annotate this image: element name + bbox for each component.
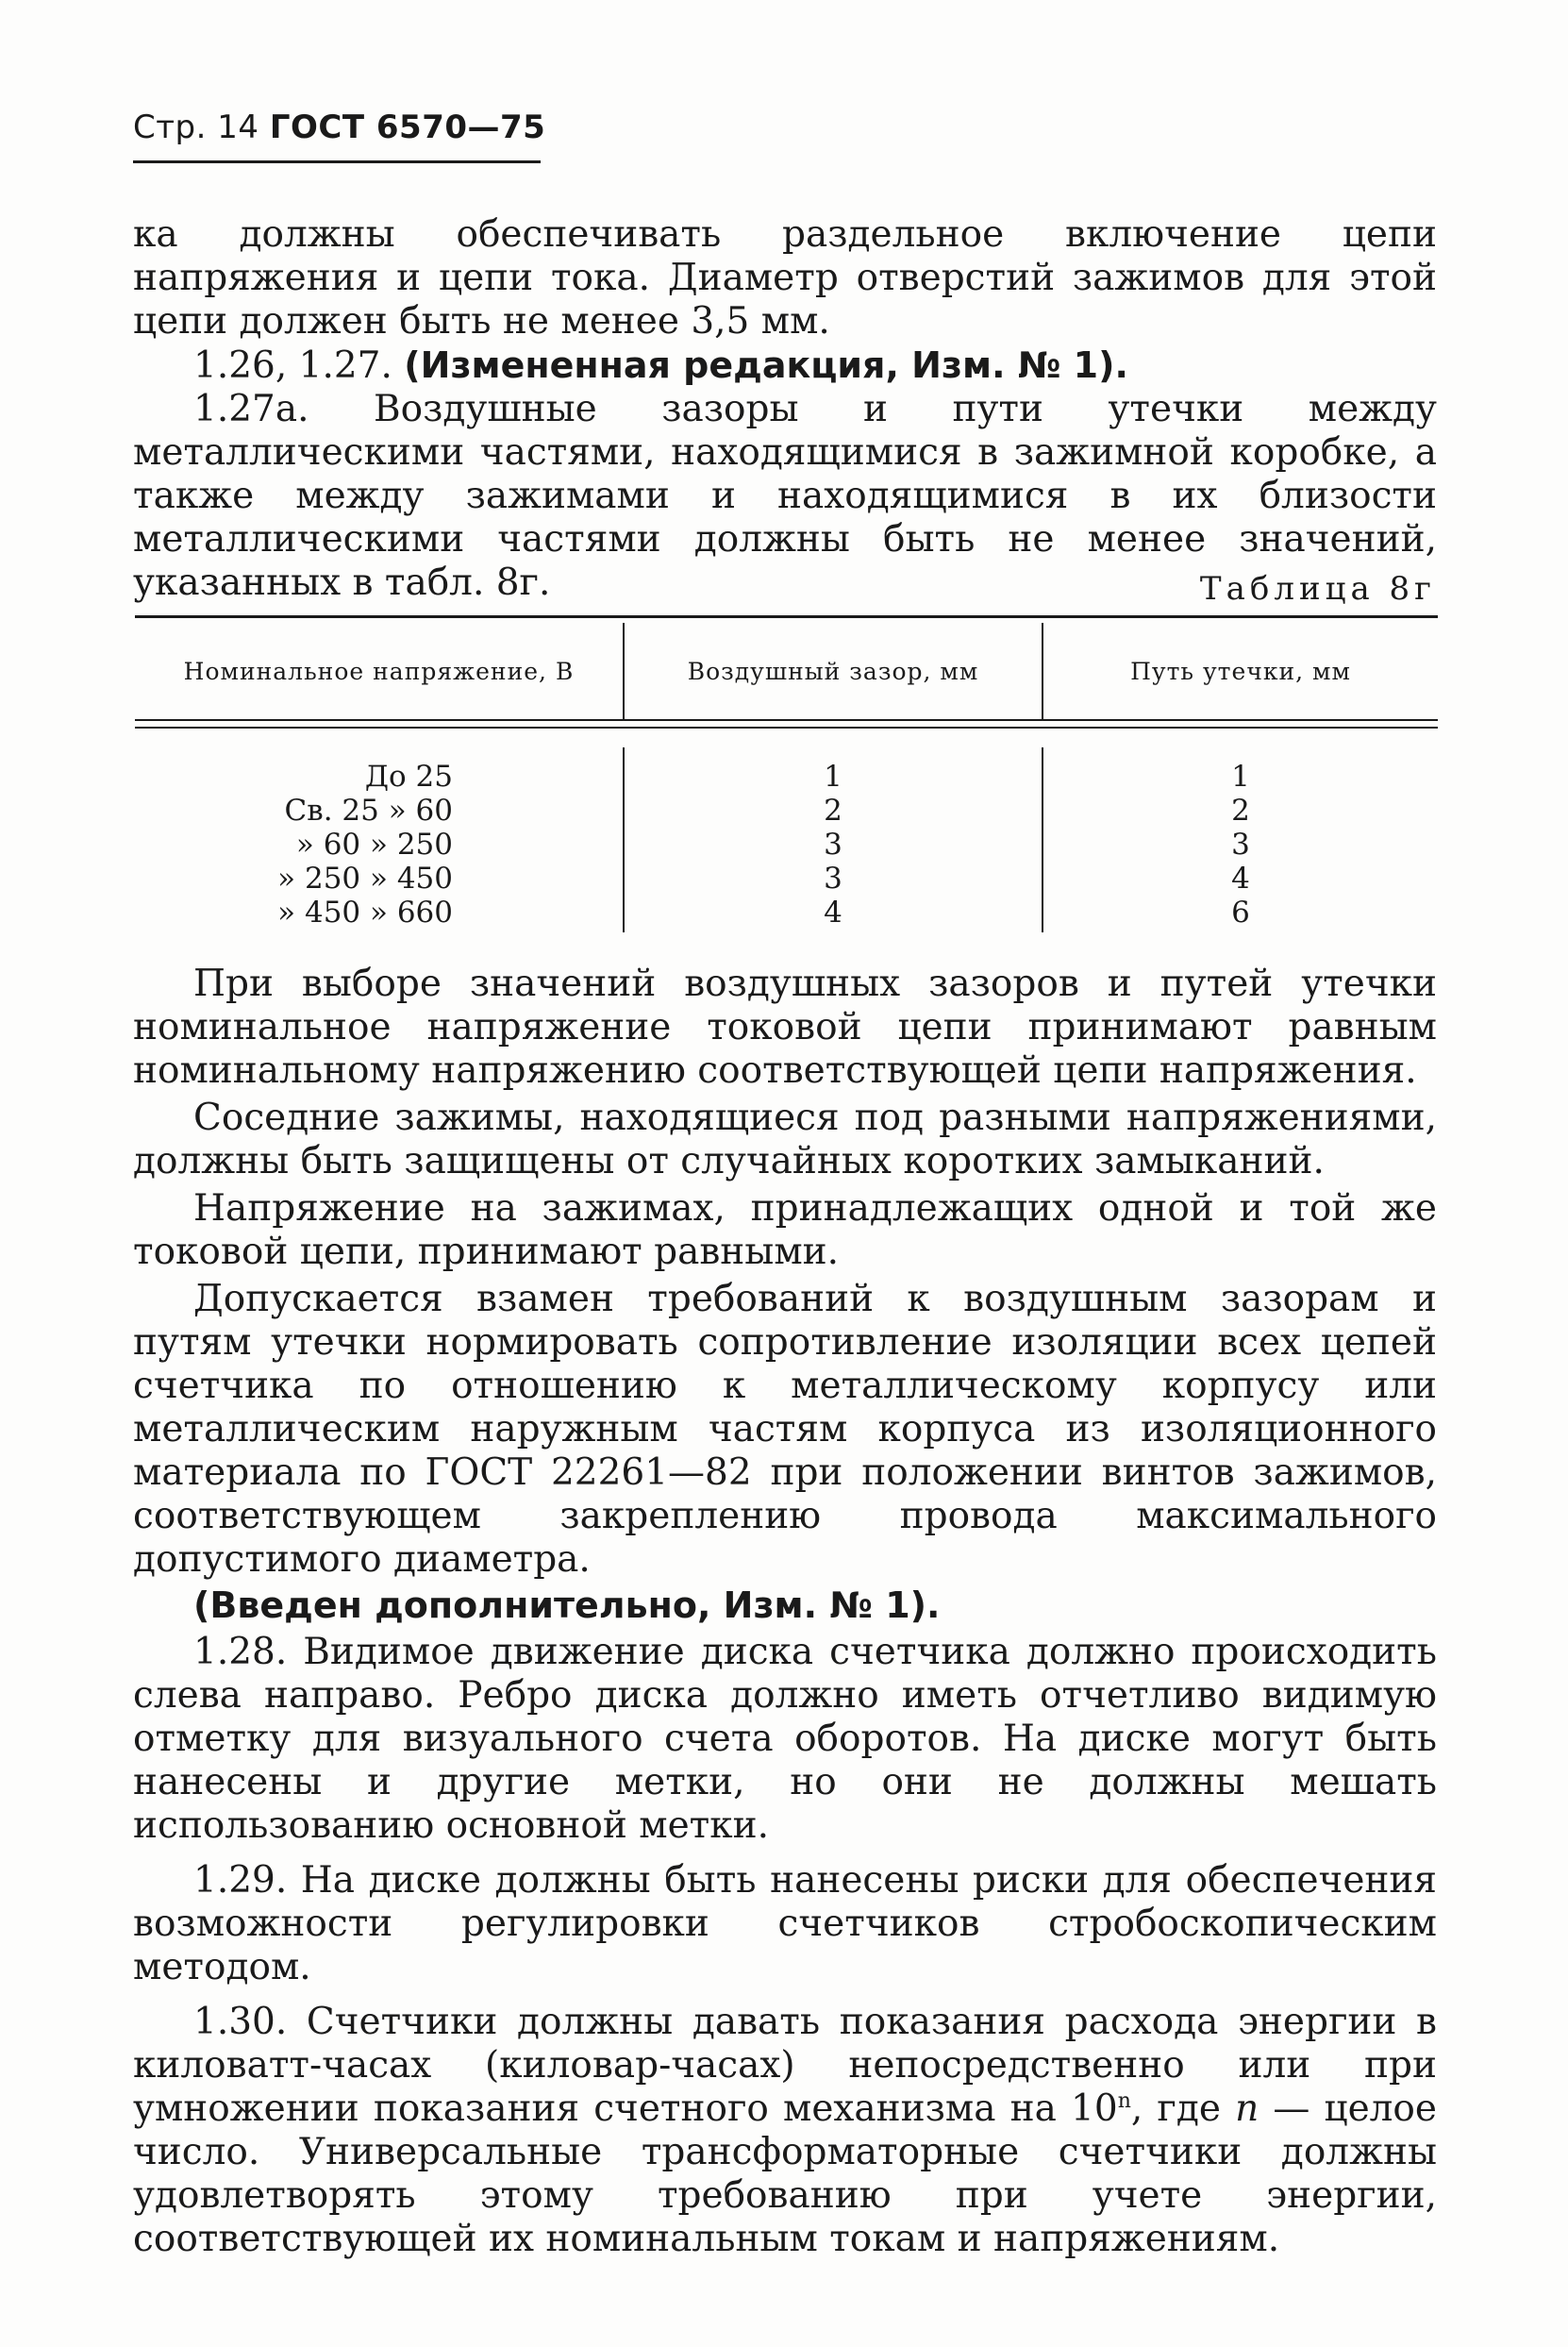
paragraph-128: 1.28. Видимое движение диска счетчика должно происходить слева направо. Ребро диска должно иметь отчетливо видимую отметку для визуального счета оборотов. На диске могут быть нанесены и другие метки, но они не должны мешать использованию основной метки.: [133, 1631, 1437, 1847]
cell-air-gap-4: 3: [824, 862, 842, 896]
cell-air-gap-2: 2: [824, 794, 842, 828]
table-header-creepage: Путь утечки, мм: [1130, 658, 1351, 685]
text-block-bottom: [133, 963, 1437, 2261]
cell-voltage-2: Св. 25 » 60: [284, 794, 453, 828]
table-caption: Таблица 8г: [1199, 570, 1436, 608]
page-header: [133, 109, 546, 146]
paragraph-130-part2: , где: [1130, 2087, 1236, 2130]
cell-creepage-1: 1: [1231, 760, 1250, 794]
cell-creepage-4: 4: [1231, 862, 1250, 896]
cell-air-gap-5: 4: [824, 896, 842, 930]
table-header-voltage: Номинальное напряжение, В: [183, 658, 575, 685]
paragraph-insulation-resistance: Допускается взамен требований к воздушным зазорам и путям утечки нормировать сопротивление изоляции всех цепей счетчика по отношению к металлическому корпусу или металлическим наружным частям корпуса из изоляционного материала по ГОСТ 22261—82 при положении винтов зажимов, соответствующем закреплению провода максимального допустимого диаметра.: [133, 1278, 1437, 1581]
paragraph-voltage-selection: При выборе значений воздушных зазоров и путей утечки номинальное напряжение токовой цепи принимают равным номинальному напряжению соответствующей цепи напряжения.: [133, 963, 1437, 1092]
cell-voltage-5: » 450 » 660: [277, 896, 453, 930]
header-rule: [133, 160, 541, 163]
table-top-rule: [135, 615, 1438, 618]
cell-creepage-2: 2: [1231, 794, 1250, 828]
paragraph-adjacent-terminals: Соседние зажимы, находящиеся под разными напряжениями, должны быть защищены от случайных коротких замыканий.: [133, 1097, 1437, 1182]
paragraph-continuation: ка должны обеспечивать раздельное включение цепи напряжения и цепи тока. Диаметр отверстий зажимов для этой цепи должен быть не менее 3,5 мм.: [133, 213, 1437, 343]
cell-voltage-1: До 25: [364, 760, 453, 794]
table-header-rule-2: [135, 727, 1438, 729]
cell-air-gap-1: 1: [824, 760, 842, 794]
amendment-note: (Измененная редакция, Изм. № 1).: [404, 344, 1128, 386]
paragraph-terminal-voltage: Напряжение на зажимах, принадлежащих одной и той же токовой цепи, принимают равными.: [133, 1187, 1437, 1273]
cell-creepage-5: 6: [1231, 896, 1250, 930]
paragraph-amendment-126: [133, 344, 1437, 388]
cell-air-gap-3: 3: [824, 828, 842, 862]
paragraph-130-part1: 1.30. Счетчики должны давать показания расхода энергии в киловатт-часах (киловар-часах) непосредственно или при умножении показания счетного механизма на 10: [133, 2001, 1437, 2130]
cell-voltage-4: » 250 » 450: [277, 862, 453, 896]
table-header-air-gap: Воздушный зазор, мм: [687, 658, 979, 685]
gost-code: ГОСТ 6570—75: [269, 109, 546, 146]
cell-voltage-3: » 60 » 250: [295, 828, 453, 862]
cell-creepage-3: 3: [1231, 828, 1250, 862]
text-block-top: [133, 213, 1437, 605]
paragraph-127a: 1.27а. Воздушные зазоры и пути утечки между металлическими частями, находящимися в зажимной коробке, а также между зажимами и находящимися в их близости металлическими частями должны быть не менее значений, указанных в табл. 8г.: [133, 388, 1437, 604]
table-header-rule-1: [135, 719, 1438, 721]
clause-number: 1.26, 1.27.: [193, 344, 392, 387]
paragraph-129: 1.29. На диске должны быть нанесены риски для обеспечения возможности регулировки счетчиков стробоскопическим методом.: [133, 1859, 1437, 1988]
amendment-introduced: (Введен дополнительно, Изм. № 1).: [193, 1584, 941, 1626]
paragraph-130-part3: — целое число. Универсальные трансформаторные счетчики должны удовлетворять этому требованию при учете энергии, соответствующей их номинальным токам и напряжениям.: [133, 2087, 1437, 2260]
variable-n: n: [1235, 2087, 1259, 2130]
page-label: Стр. 14: [133, 109, 259, 146]
exponent: n: [1117, 2089, 1131, 2113]
paragraph-130: [133, 2001, 1437, 2261]
